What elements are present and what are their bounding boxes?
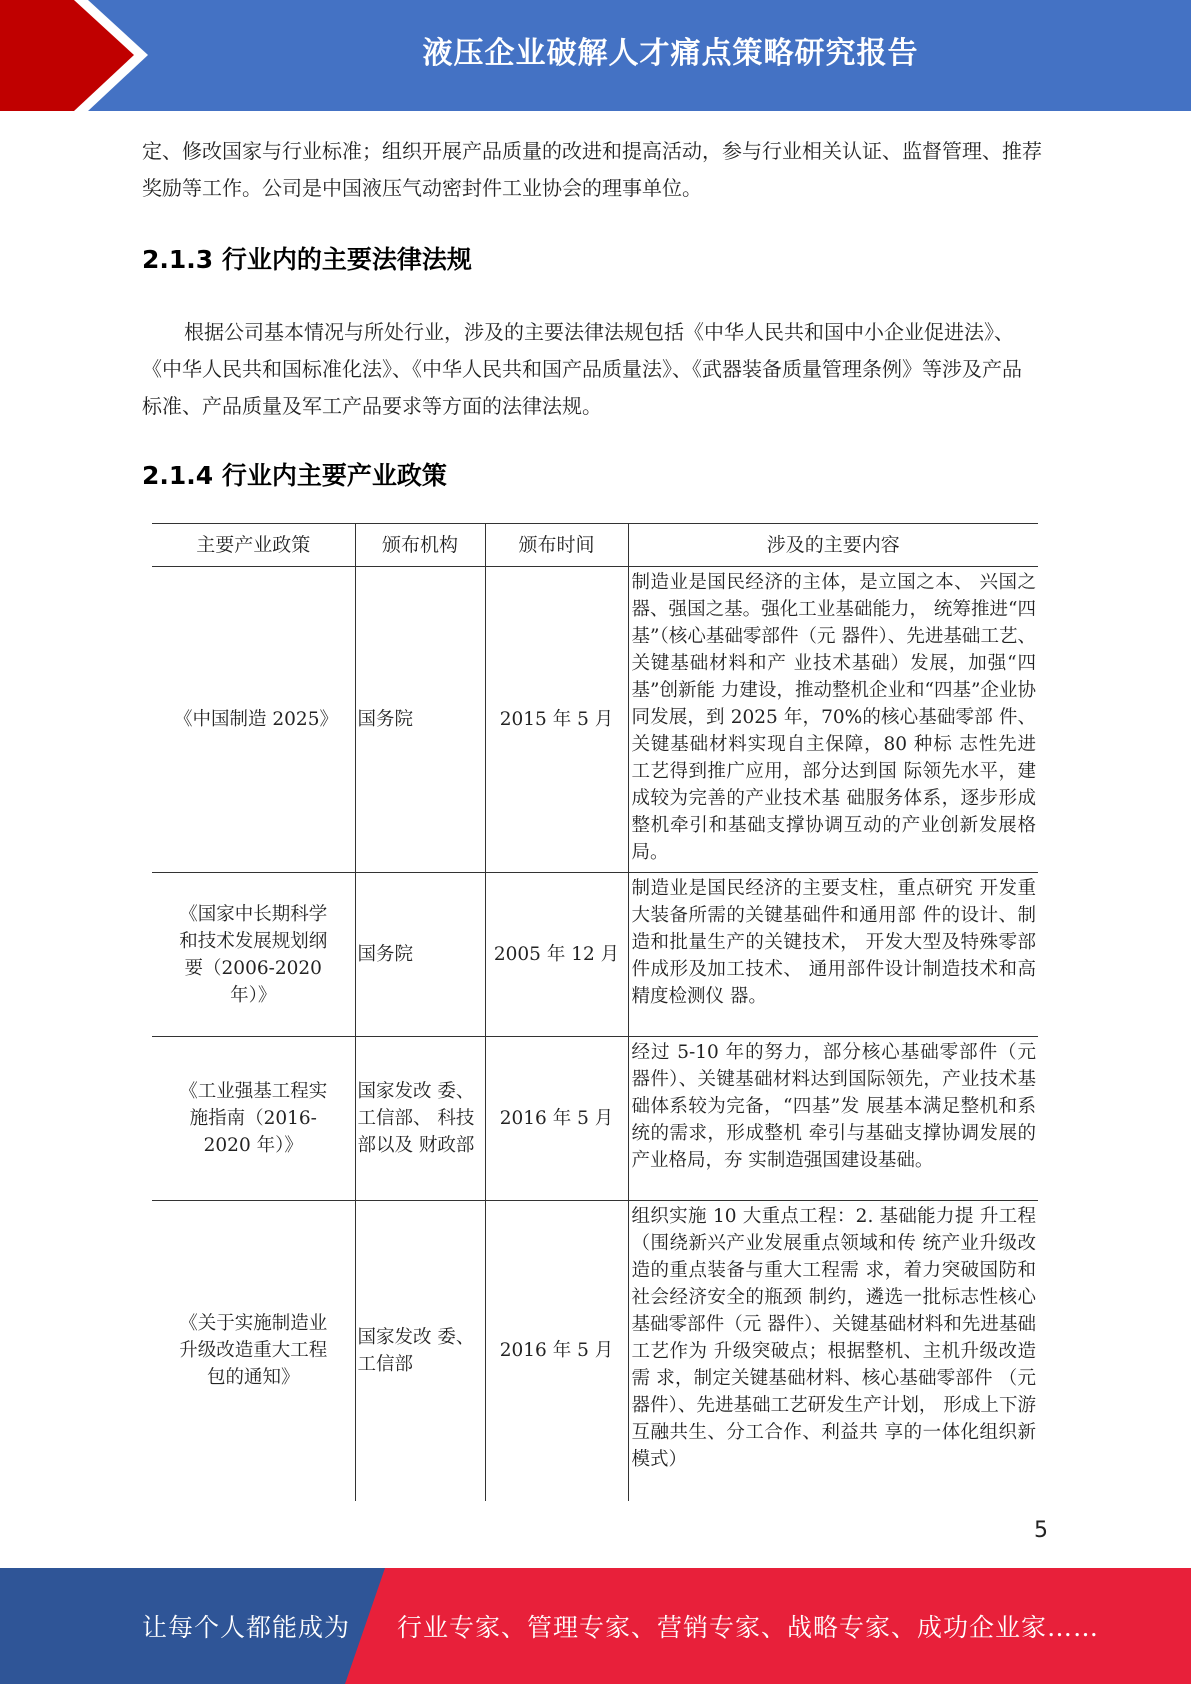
policy-name-cell: 《中国制造 2025》 [152, 567, 355, 873]
date-cell: 2015 年 5 月 [485, 567, 628, 873]
footer-slogan-right: 行业专家、管理专家、营销专家、战略专家、成功企业家…… [397, 1613, 1100, 1642]
issuer-cell: 国务院 [355, 567, 485, 873]
table-row [152, 1037, 1038, 1201]
intro-paragraph: 定、修改国家与行业标准；组织开展产品质量的改进和提高活动，参与行业相关认证、监督管理、推荐奖励等工作。公司是中国液压气动密封件工业协会的理事单位。 [142, 139, 1042, 200]
date-cell: 2016 年 5 月 [485, 1037, 628, 1201]
content-cell: 组织实施 10 大重点工程：2. 基础能力提 升工程（围绕新兴产业发展重点领域和传 统产业升级改造的重点装备与重大工程需 求，着力突破国防和社会经济安全的瓶颈 制约，遴选一批标志性核心基础零部件（元 器件）、关键基础材料和先进基础工艺作为 升级突破点；根据整机、主机升级改造需 求，制定关键基础材料、核心基础零部件 （元器件）、先进基础工艺研发生产计划， 形成上下游互融共生、分工合作、利益共 享的一体化组织新模式） [628, 1201, 1038, 1501]
page-footer [0, 1568, 1191, 1684]
table-header-issuer: 颁布机构 [355, 524, 485, 567]
content-cell: 制造业是国民经济的主体，是立国之本、 兴国之器、强国之基。强化工业基础能力， 统筹推进“四基”（核心基础零部件（元 器件）、先进基础工艺、关键基础材料和产 业技术基础）发展，加强“四基”创新能 力建设，推动整机企业和“四基”企业协 同发展，到 2025 年，70%的核心基础零部 件、关键基础材料实现自主保障，80 种标 志性先进工艺得到推广应用，部分达到国 际领先水平，建成较为完善的产业技术基 础服务体系，逐步形成整机牵引和基础支撑协调互动的产业创新发展格局。 [628, 567, 1038, 873]
section-2-1-3-paragraph: 根据公司基本情况与所处行业，涉及的主要法律法规包括《中华人民共和国中小企业促进法》、《中华人民共和国标准化法》、《中华人民共和国产品质量法》、《武器装备质量管理条例》等涉及产品标准、产品质量及军工产品要求等方面的法律法规。 [142, 320, 1022, 418]
section-heading-2-1-3: 2.1.3 行业内的主要法律法规 [142, 245, 472, 274]
issuer-cell: 国家发改 委、工信部、 科技部以及 财政部 [355, 1037, 485, 1201]
date-cell: 2016 年 5 月 [485, 1201, 628, 1501]
policy-name-cell: 《国家中长期科学和技术发展规划纲要（2006-2020 年）》 [152, 873, 355, 1037]
table-header-policy: 主要产业政策 [152, 524, 355, 567]
section-heading-2-1-4: 2.1.4 行业内主要产业政策 [142, 461, 447, 490]
page-header [0, 0, 1191, 111]
page-number: 5 [1034, 1518, 1048, 1543]
date-cell: 2005 年 12 月 [485, 873, 628, 1037]
table-row [152, 1201, 1038, 1501]
policy-table [152, 523, 1038, 1501]
table-header-content: 涉及的主要内容 [628, 524, 1038, 567]
footer-slogan-left: 让每个人都能成为 [142, 1613, 351, 1642]
table-row [152, 873, 1038, 1037]
issuer-cell: 国务院 [355, 873, 485, 1037]
table-row [152, 567, 1038, 873]
content-cell: 经过 5-10 年的努力，部分核心基础零部件（元器件）、关键基础材料达到国际领先，产业技术基础体系较为完备，“四基”发 展基本满足整机和系统的需求，形成整机 牵引与基础支撑协调发展的产业格局，夯 实制造强国建设基础。 [628, 1037, 1038, 1201]
policy-name-cell: 《工业强基工程实施指南（2016-2020 年）》 [152, 1037, 355, 1201]
policy-name-cell: 《关于实施制造业升级改造重大工程包的通知》 [179, 1313, 328, 1389]
table-header-row [152, 524, 1038, 567]
header-title: 液压企业破解人才痛点策略研究报告 [422, 36, 919, 71]
content-cell: 制造业是国民经济的主要支柱，重点研究 开发重大装备所需的关键基础件和通用部 件的设计、制造和批量生产的关键技术， 开发大型及特殊零部件成形及加工技术、 通用部件设计制造技术和高精度检测仪 器。 [628, 873, 1038, 1037]
table-header-date: 颁布时间 [485, 524, 628, 567]
issuer-cell: 国家发改 委、工信部 [355, 1201, 485, 1501]
